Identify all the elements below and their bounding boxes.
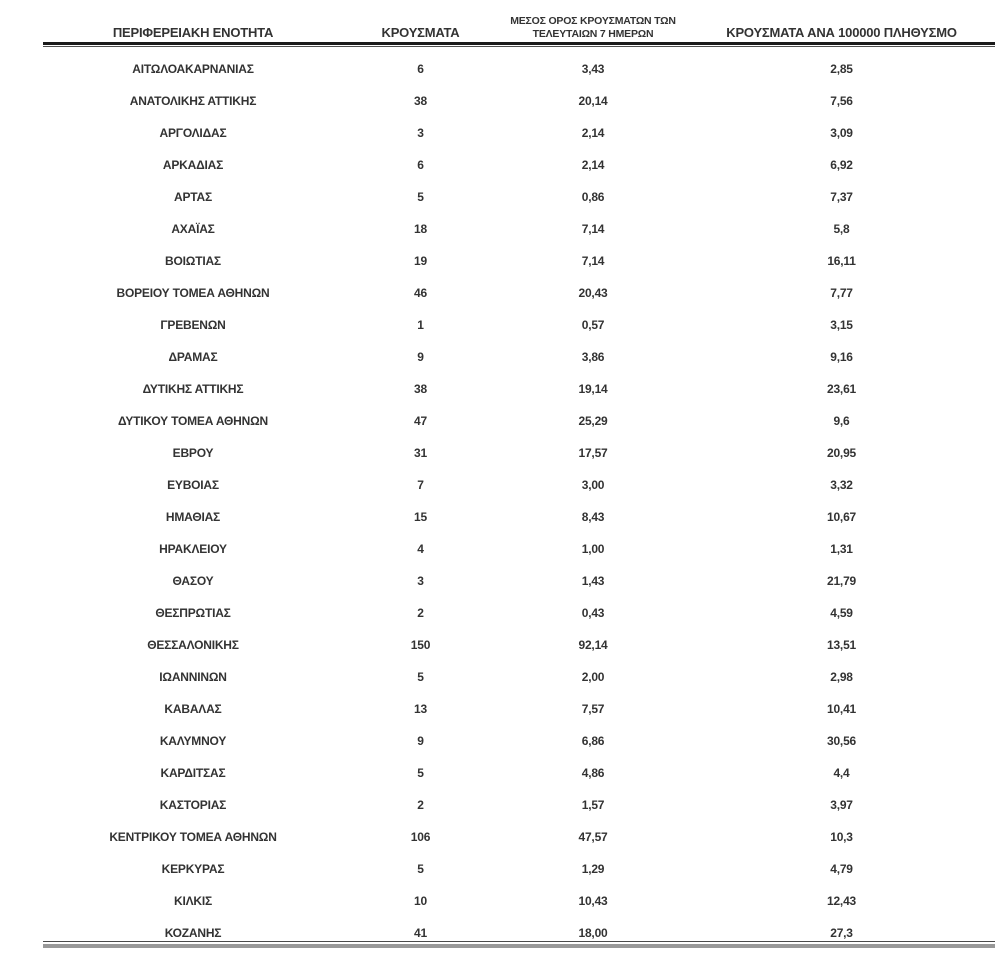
- table-row: [43, 885, 995, 917]
- cell-cases: 7: [417, 478, 424, 492]
- cell-avg7: 0,57: [581, 318, 605, 332]
- table-row: [43, 469, 995, 501]
- cell-avg7: 1,57: [581, 798, 605, 812]
- cell-avg7: 47,57: [578, 830, 608, 844]
- cell-per100k: 12,43: [826, 894, 857, 908]
- column-header-avg7-line2: ΤΕΛΕΥΤΑΙΩΝ 7 ΗΜΕΡΩΝ: [532, 27, 654, 40]
- cell-region: ΚΕΡΚΥΡΑΣ: [161, 862, 225, 876]
- table-row: [43, 821, 995, 853]
- cell-region: ΗΡΑΚΛΕΙΟΥ: [159, 542, 227, 556]
- cell-region: ΘΕΣΣΑΛΟΝΙΚΗΣ: [147, 638, 239, 652]
- column-header-cases: ΚΡΟΥΣΜΑΤΑ: [381, 25, 460, 40]
- cell-avg7: 20,43: [578, 286, 608, 300]
- table-row: [43, 277, 995, 309]
- cell-per100k: 7,77: [830, 286, 853, 300]
- cell-per100k: 2,85: [830, 62, 853, 76]
- cell-avg7: 2,14: [581, 158, 605, 172]
- cell-cases: 5: [417, 766, 424, 780]
- table-row: [43, 405, 995, 437]
- covid-region-table: [43, 8, 995, 948]
- cell-region: ΒΟΙΩΤΙΑΣ: [165, 254, 221, 268]
- cell-avg7: 0,86: [581, 190, 605, 204]
- cell-avg7: 8,43: [581, 510, 605, 524]
- cell-region: ΙΩΑΝΝΙΝΩΝ: [159, 670, 227, 684]
- cell-cases: 41: [414, 926, 427, 940]
- cell-avg7: 3,86: [581, 350, 605, 364]
- cell-region: ΚΑΛΥΜΝΟΥ: [159, 734, 227, 748]
- cell-cases: 46: [414, 286, 427, 300]
- table-row: [43, 181, 995, 213]
- cell-region: ΔΡΑΜΑΣ: [168, 350, 218, 364]
- cell-cases: 106: [410, 830, 431, 844]
- cell-avg7: 1,43: [581, 574, 605, 588]
- cell-avg7: 20,14: [578, 94, 608, 108]
- cell-avg7: 17,57: [578, 446, 608, 460]
- cell-avg7: 1,29: [581, 862, 605, 876]
- cell-per100k: 13,51: [826, 638, 857, 652]
- table-row: [43, 629, 995, 661]
- cell-per100k: 9,16: [830, 350, 853, 364]
- cell-region: ΓΡΕΒΕΝΩΝ: [160, 318, 226, 332]
- cell-cases: 6: [417, 62, 424, 76]
- cell-per100k: 3,97: [830, 798, 853, 812]
- table-header-row: [43, 8, 995, 42]
- cell-per100k: 21,79: [826, 574, 857, 588]
- column-header-avg7: [498, 15, 688, 42]
- cell-cases: 6: [417, 158, 424, 172]
- cell-per100k: 23,61: [826, 382, 857, 396]
- cell-cases: 1: [417, 318, 424, 332]
- cell-avg7: 18,00: [578, 926, 608, 940]
- cell-cases: 38: [414, 94, 427, 108]
- table-row: [43, 789, 995, 821]
- table-row: [43, 53, 995, 85]
- cell-region: ΚΕΝΤΡΙΚΟΥ ΤΟΜΕΑ ΑΘΗΝΩΝ: [109, 830, 277, 844]
- cell-region: ΘΕΣΠΡΩΤΙΑΣ: [155, 606, 231, 620]
- cell-cases: 3: [417, 574, 424, 588]
- cell-per100k: 20,95: [826, 446, 857, 460]
- table-row: [43, 341, 995, 373]
- cell-region: ΑΡΤΑΣ: [174, 190, 212, 204]
- cell-region: ΑΧΑΪΑΣ: [171, 222, 215, 236]
- header-divider: [43, 42, 995, 47]
- table-row: [43, 661, 995, 693]
- cell-cases: 10: [414, 894, 427, 908]
- cell-per100k: 16,11: [827, 254, 856, 268]
- table-row: [43, 373, 995, 405]
- table-row: [43, 117, 995, 149]
- cell-cases: 5: [417, 862, 424, 876]
- cell-region: ΑΡΚΑΔΙΑΣ: [162, 158, 224, 172]
- column-header-avg7-line1: ΜΕΣΟΣ ΟΡΟΣ ΚΡΟΥΣΜΑΤΩΝ ΤΩΝ: [510, 15, 676, 27]
- cell-per100k: 5,8: [833, 222, 850, 236]
- table-row: [43, 437, 995, 469]
- cell-region: ΑΙΤΩΛΟΑΚΑΡΝΑΝΙΑΣ: [132, 62, 254, 76]
- cell-per100k: 2,98: [830, 670, 853, 684]
- cell-region: ΑΡΓΟΛΙΔΑΣ: [159, 126, 227, 140]
- cell-region: ΚΑΣΤΟΡΙΑΣ: [159, 798, 227, 812]
- cell-avg7: 7,57: [581, 702, 605, 716]
- cell-avg7: 25,29: [578, 414, 608, 428]
- cell-region: ΕΥΒΟΙΑΣ: [167, 478, 219, 492]
- cell-cases: 13: [414, 702, 427, 716]
- cell-per100k: 10,67: [826, 510, 857, 524]
- cell-cases: 19: [414, 254, 427, 268]
- cell-region: ΚΙΛΚΙΣ: [173, 894, 212, 908]
- cell-region: ΔΥΤΙΚΟΥ ΤΟΜΕΑ ΑΘΗΝΩΝ: [118, 414, 268, 428]
- cell-cases: 9: [417, 350, 424, 364]
- cell-region: ΚΟΖΑΝΗΣ: [164, 926, 222, 940]
- cell-cases: 5: [417, 670, 424, 684]
- table-row: [43, 597, 995, 629]
- cell-region: ΕΒΡΟΥ: [172, 446, 214, 460]
- cell-per100k: 7,56: [830, 94, 853, 108]
- cell-region: ΚΑΒΑΛΑΣ: [164, 702, 222, 716]
- cell-avg7: 1,00: [581, 542, 605, 556]
- cell-per100k: 27,3: [830, 926, 853, 940]
- cell-per100k: 30,56: [826, 734, 857, 748]
- cell-avg7: 7,14: [581, 222, 605, 236]
- cell-cases: 18: [414, 222, 427, 236]
- column-header-per100k: ΚΡΟΥΣΜΑΤΑ ΑΝΑ 100000 ΠΛΗΘΥΣΜΟ: [726, 25, 957, 40]
- table-row: [43, 725, 995, 757]
- table-row: [43, 501, 995, 533]
- cell-per100k: 3,09: [830, 126, 853, 140]
- table-row: [43, 309, 995, 341]
- cell-per100k: 4,79: [830, 862, 853, 876]
- cell-avg7: 7,14: [581, 254, 605, 268]
- cell-region: ΑΝΑΤΟΛΙΚΗΣ ΑΤΤΙΚΗΣ: [129, 94, 257, 108]
- cell-region: ΔΥΤΙΚΗΣ ΑΤΤΙΚΗΣ: [142, 382, 244, 396]
- cell-per100k: 3,32: [830, 478, 853, 492]
- table-body: [43, 53, 995, 949]
- cell-cases: 31: [414, 446, 427, 460]
- cell-cases: 15: [414, 510, 427, 524]
- cell-cases: 5: [417, 190, 424, 204]
- cell-avg7: 2,00: [581, 670, 605, 684]
- cell-avg7: 4,86: [581, 766, 605, 780]
- cell-cases: 150: [410, 638, 431, 652]
- cell-region: ΚΑΡΔΙΤΣΑΣ: [160, 766, 226, 780]
- table-row: [43, 245, 995, 277]
- table-row: [43, 565, 995, 597]
- cell-cases: 3: [417, 126, 424, 140]
- cell-per100k: 7,37: [830, 190, 853, 204]
- cell-avg7: 3,00: [581, 478, 605, 492]
- cell-per100k: 10,41: [826, 702, 857, 716]
- cell-cases: 2: [417, 606, 424, 620]
- cell-per100k: 4,59: [830, 606, 853, 620]
- cell-avg7: 2,14: [581, 126, 605, 140]
- cell-cases: 4: [417, 542, 424, 556]
- cell-region: ΗΜΑΘΙΑΣ: [165, 510, 221, 524]
- cell-avg7: 19,14: [578, 382, 608, 396]
- cell-avg7: 6,86: [581, 734, 605, 748]
- bottom-divider: [43, 941, 995, 948]
- cell-per100k: 1,31: [830, 542, 853, 556]
- cell-cases: 47: [414, 414, 427, 428]
- cell-per100k: 9,6: [833, 414, 850, 428]
- cell-cases: 9: [417, 734, 424, 748]
- table-row: [43, 757, 995, 789]
- column-header-region: ΠΕΡΙΦΕΡΕΙΑΚΗ ΕΝΟΤΗΤΑ: [112, 25, 274, 40]
- table-row: [43, 149, 995, 181]
- cell-avg7: 92,14: [578, 638, 608, 652]
- table-row: [43, 533, 995, 565]
- table-row: [43, 213, 995, 245]
- cell-cases: 38: [414, 382, 427, 396]
- table-row: [43, 853, 995, 885]
- cell-avg7: 0,43: [581, 606, 605, 620]
- table-row: [43, 693, 995, 725]
- cell-per100k: 10,3: [830, 830, 853, 844]
- cell-region: ΘΑΣΟΥ: [172, 574, 214, 588]
- cell-cases: 2: [417, 798, 424, 812]
- cell-per100k: 6,92: [830, 158, 853, 172]
- cell-avg7: 10,43: [578, 894, 608, 908]
- cell-avg7: 3,43: [581, 62, 605, 76]
- cell-per100k: 4,4: [833, 766, 850, 780]
- cell-region: ΒΟΡΕΙΟΥ ΤΟΜΕΑ ΑΘΗΝΩΝ: [116, 286, 270, 300]
- table-row: [43, 85, 995, 117]
- cell-per100k: 3,15: [830, 318, 853, 332]
